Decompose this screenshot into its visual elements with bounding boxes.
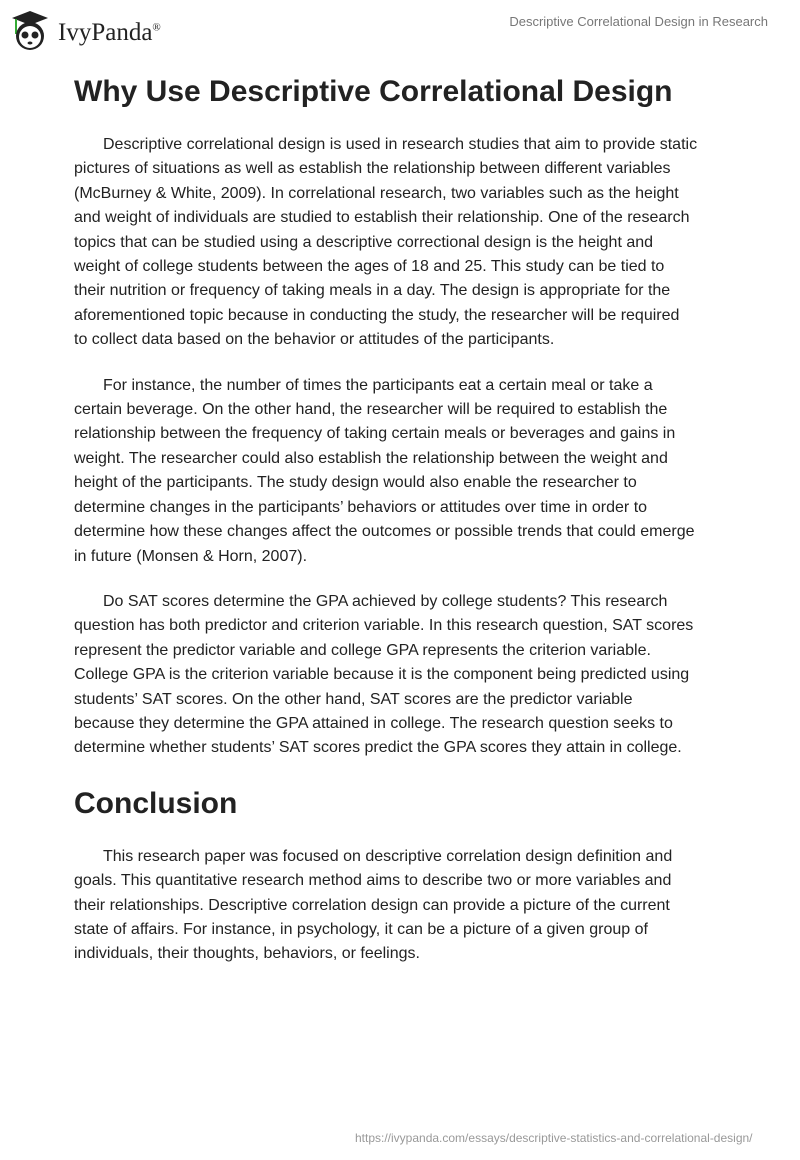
paragraph-line: to collect data based on the behavior or attitudes of the participants. bbox=[74, 331, 555, 349]
paragraph-line: College GPA is the criterion variable because it is the component being predicted using bbox=[74, 666, 690, 684]
paragraph-line: question has both predictor and criterion variable. In this research question, SAT scores bbox=[74, 617, 694, 635]
registered-mark: ® bbox=[152, 21, 161, 34]
paragraph bbox=[74, 374, 734, 569]
paragraph-line: weight. The researcher could also establish the relationship between the weight and bbox=[74, 449, 668, 467]
paragraph-line: determine how these changes affect the outcomes or possible trends that could emerge bbox=[74, 523, 695, 541]
paragraph-line: because they determine the GPA attained in college. The research question seeks to bbox=[74, 714, 673, 732]
logo-name: IvyPanda bbox=[58, 19, 153, 46]
paragraph-line: their relationships. Descriptive correlation design can provide a picture of the current bbox=[74, 896, 670, 914]
paragraph bbox=[74, 590, 734, 761]
paragraph-line: students’ SAT scores. On the other hand, SAT scores are the predictor variable bbox=[74, 690, 633, 708]
section-heading: Conclusion bbox=[74, 786, 238, 820]
paragraph-line: represent the predictor variable and college GPA represents the criterion variable. bbox=[74, 641, 651, 659]
paragraph-line: weight of college students between the ages of 18 and 25. This study can be tied to bbox=[74, 258, 665, 276]
paragraph-line: and weight of individuals are studied to establish their relationship. One of the research bbox=[74, 209, 690, 227]
paragraph-line: in future (Monsen & Horn, 2007). bbox=[74, 547, 308, 565]
paragraph-line: This research paper was focused on descriptive correlation design definition and bbox=[103, 847, 673, 865]
paragraph-line: their nutrition or frequency of taking meals in a day. The design is appropriate for the bbox=[74, 282, 671, 300]
paragraph-line: aforementioned topic because in conducting the study, the researcher will be required bbox=[74, 306, 680, 324]
paragraph-line: determine whether students’ SAT scores predict the GPA scores they attain in college. bbox=[74, 739, 682, 757]
paragraph bbox=[74, 133, 734, 353]
paragraph-line: topics that can be studied using a descriptive correctional design is the height and bbox=[74, 233, 654, 251]
paragraph-line: state of affairs. For instance, in psychology, it can be a picture of a given group of bbox=[74, 920, 648, 938]
paragraph-line: (McBurney & White, 2009). In correlational research, two variables such as the height bbox=[74, 184, 679, 202]
paragraph-line: pictures of situations as well as establish the relationship between different variables bbox=[74, 160, 671, 178]
page-title: Why Use Descriptive Correlational Design bbox=[74, 75, 673, 108]
logo-text bbox=[58, 19, 161, 47]
paragraph-line: relationship between the frequency of taking certain meals or beverages and gains in bbox=[74, 425, 676, 443]
paragraph-line: Do SAT scores determine the GPA achieved by college students? This research bbox=[103, 592, 668, 610]
ivypanda-logo[interactable] bbox=[8, 8, 161, 52]
paragraph-line: Descriptive correlational design is used in research studies that aim to provide static bbox=[103, 136, 698, 153]
paragraph-line: goals. This quantitative research method aims to describe two or more variables and bbox=[74, 872, 672, 890]
paragraph bbox=[74, 845, 734, 967]
footer-url[interactable]: https://ivypanda.com/essays/descriptive-statistics-and-correlational-design/ bbox=[355, 1131, 753, 1145]
article-content bbox=[74, 74, 734, 967]
paragraph-line: determine changes in the participants’ behaviors or attitudes over time in order to bbox=[74, 498, 648, 516]
panda-logo-icon bbox=[8, 8, 52, 52]
paragraph-line: For instance, the number of times the participants eat a certain meal or take a bbox=[103, 376, 653, 394]
document-title: Descriptive Correlational Design in Research bbox=[509, 14, 768, 29]
paragraph-line: height of the participants. The study design would also enable the researcher to bbox=[74, 474, 637, 492]
paragraph-line: certain beverage. On the other hand, the researcher will be required to establish the bbox=[74, 401, 668, 419]
paragraph-line: individuals, their thoughts, behaviors, or feelings. bbox=[74, 945, 420, 963]
